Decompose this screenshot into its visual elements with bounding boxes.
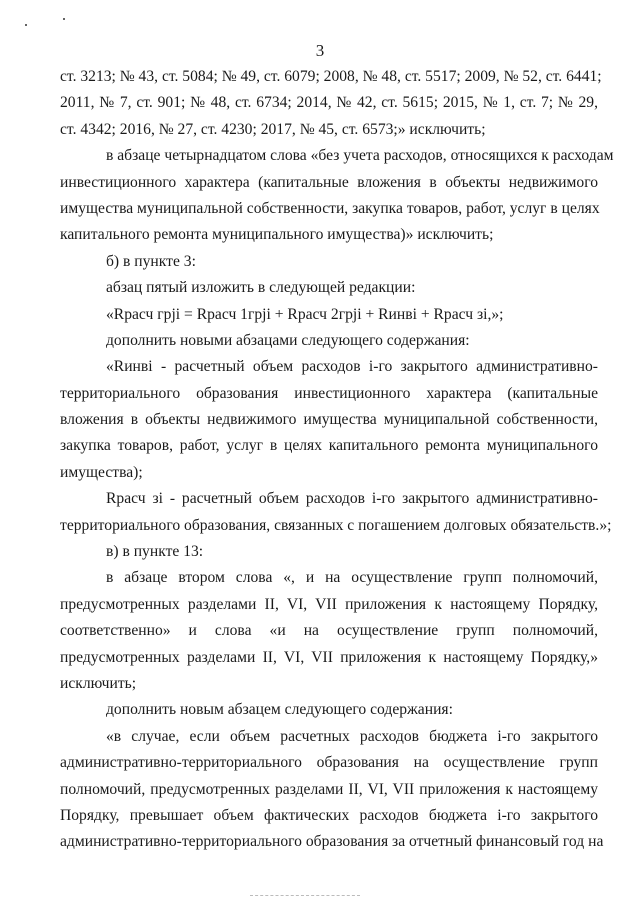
text-line: 2011, № 7, ст. 901; № 48, ст. 6734; 2014, № 42, ст. 5615; 2015, № 1, ст. 7; № 29, [60,94,598,112]
scan-bottom-edge [250,895,360,897]
text-line: территориального образования инвестиционного характера (капитальные [60,384,598,402]
scan-speck [63,18,65,20]
text-line: административно-территориального образования за отчетный финансовый год на [60,833,604,851]
text-line: б) в пункте 3: [106,252,196,270]
text-line: закупка товаров, работ, услуг в целях капитального ремонта муниципального [60,437,598,455]
text-line: административно-территориального образования на осуществление групп [60,754,598,772]
text-line: вложения в объекты недвижимого имущества муниципальной собственности, [60,411,598,429]
text-line: имущества муниципальной собственности, закупка товаров, работ, услуг в целях [60,199,600,217]
text-line: предусмотренных разделами II, VI, VII приложения к настоящему Порядку, [60,595,598,613]
text-line: «Rинвi - расчетный объем расходов i-го закрытого административно- [106,358,598,376]
scan-speck [25,24,27,26]
text-line: территориального образования, связанных с погашением долговых обязательств.»; [60,516,612,534]
text-line: в) в пункте 13: [106,543,204,561]
text-line: инвестиционного характера (капитальные вложения в объекты недвижимого [60,173,598,191]
text-line: исключить; [60,674,137,692]
text-line: ст. 4342; 2016, № 27, ст. 4230; 2017, № 45, ст. 6573;» исключить; [60,120,486,138]
text-line: предусмотренных разделами II, VI, VII приложения к настоящему Порядку,» [60,648,598,666]
text-line: Rрасч зi - расчетный объем расходов i-го закрытого административно- [106,490,598,508]
text-line: полномочий, предусмотренных разделами II, VI, VII приложения к настоящему [60,780,598,798]
document-body [60,66,614,858]
text-line: абзац пятый изложить в следующей редакции: [106,279,416,297]
text-line: капитального ремонта муниципального имущества)» исключить; [60,226,494,244]
text-line: Порядку, превышает объем фактических расходов бюджета i-го закрытого [60,806,598,824]
text-line: дополнить новыми абзацами следующего содержания: [106,331,470,349]
text-line: дополнить новым абзацем следующего содержания: [106,701,453,719]
text-line: имущества); [60,463,143,481]
text-line: в абзаце четырнадцатом слова «без учета расходов, относящихся к расходам [106,147,614,165]
page-number: 3 [315,41,325,60]
text-line: ст. 3213; № 43, ст. 5084; № 49, ст. 6079; 2008, № 48, ст. 5517; 2009, № 52, ст. 6441; [60,68,602,85]
text-line: «Rрасч грji = Rрасч 1грji + Rрасч 2грji + Rинвi + Rрасч зi,»; [106,305,504,323]
text-line: соответственно» и слова «и на осуществление групп полномочий, [60,622,598,640]
text-line: «в случае, если объем расчетных расходов бюджета i-го закрытого [106,727,598,745]
text-line: в абзаце втором слова «, и на осуществление групп полномочий, [106,569,598,587]
